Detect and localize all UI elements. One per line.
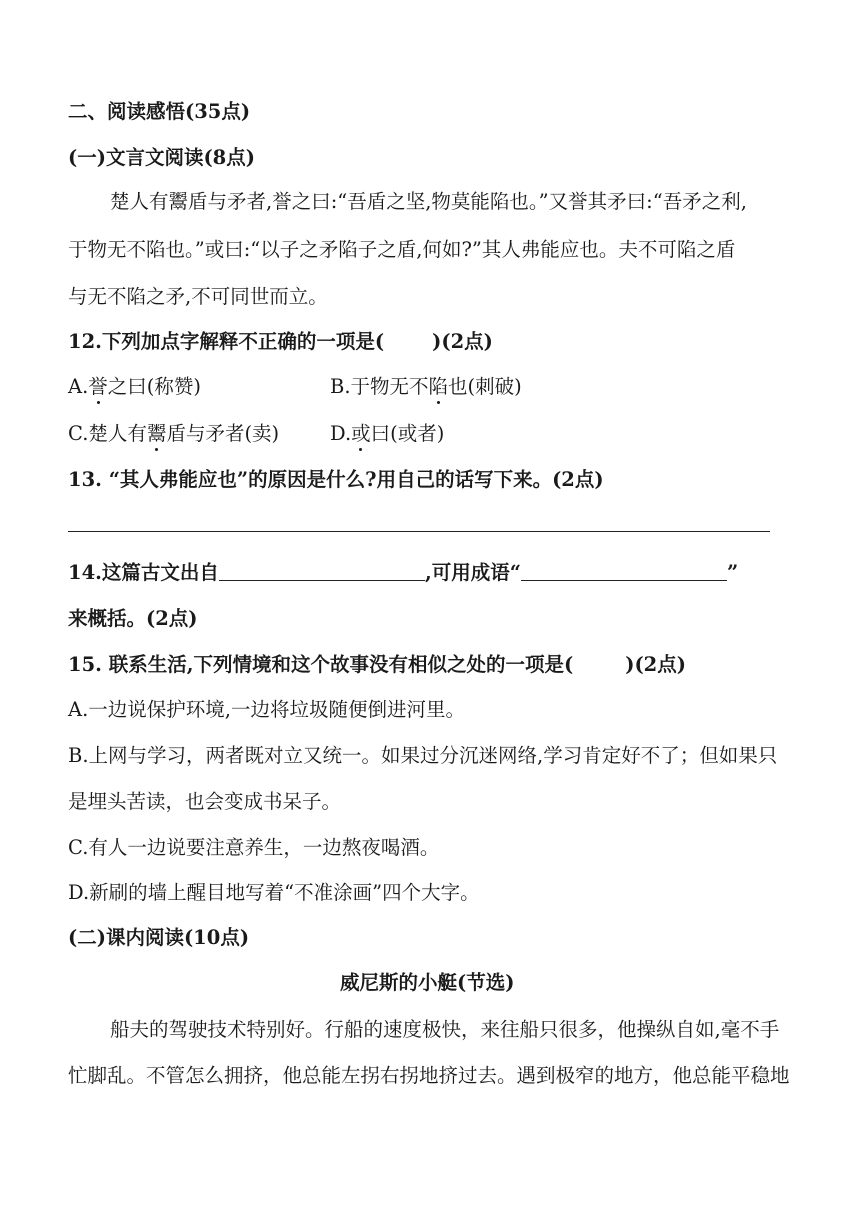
subsection-heading-textbook: (二)课内阅读(10点) [68, 926, 250, 949]
q15-option-b-line-1: B.上网与学习，两者既对立又统一。如果过分沉迷网络,学习肯定好不了；但如果只 [68, 744, 778, 767]
q15-option-b-line-2: 是埋头苦读，也会变成书呆子。 [68, 790, 342, 813]
passage-title: 威尼斯的小艇(节选) [340, 971, 515, 994]
question-15-stem: 15. 联系生活,下列情境和这个故事没有相似之处的一项是( )(2点) [68, 653, 686, 676]
q15-option-c: C.有人一边说要注意养生，一边熬夜喝酒。 [68, 836, 440, 859]
q12-option-a: A.誉之曰(称赞) [68, 375, 202, 398]
section-heading: 二、阅读感悟(35点) [68, 100, 251, 123]
dotted-char: 或 [351, 422, 371, 445]
dotted-char: 鬻 [146, 422, 167, 445]
dotted-char: 陷 [428, 375, 449, 398]
classical-text-line-2: 于物无不陷也。”或曰:“以子之矛陷子之盾,何如?”其人弗能应也。夫不可陷之盾 [68, 238, 736, 261]
answer-line-13[interactable] [68, 531, 770, 532]
q12-option-d: D.或曰(或者) [330, 422, 445, 445]
dotted-char: 誉 [88, 375, 108, 398]
q12-option-b: B.于物无不陷也(刺破) [330, 375, 522, 398]
passage-line-2: 忙脚乱。不管怎么拥挤，他总能左拐右拐地挤过去。遇到极窄的地方，他总能平稳地 [68, 1064, 790, 1087]
classical-text-line-1: 楚人有鬻盾与矛者,誉之曰:“吾盾之坚,物莫能陷也。”又誉其矛曰:“吾矛之利, [110, 190, 747, 213]
answer-blank-idiom[interactable] [521, 563, 727, 581]
passage-line-1: 船夫的驾驶技术特别好。行船的速度极快，来往船只很多，他操纵自如,毫不手 [110, 1018, 780, 1041]
question-14-line-2: 来概括。(2点) [68, 607, 198, 630]
question-12-stem: 12.下列加点字解释不正确的一项是( )(2点) [68, 330, 493, 353]
question-13-stem: 13. “其人弗能应也”的原因是什么?用自己的话写下来。(2点) [68, 468, 604, 491]
question-14-stem: 14.这篇古文出自 ,可用成语“ ” [68, 561, 739, 584]
q12-option-c: C.楚人有鬻盾与矛者(卖) [68, 422, 280, 445]
answer-blank-source[interactable] [219, 563, 425, 581]
classical-text-line-3: 与无不陷之矛,不可同世而立。 [68, 285, 328, 308]
q15-option-d: D.新刷的墙上醒目地写着“不准涂画”四个大字。 [68, 881, 480, 904]
q15-option-a: A.一边说保护环境,一边将垃圾随便倒进河里。 [68, 698, 465, 721]
subsection-heading-classical: (一)文言文阅读(8点) [68, 146, 255, 169]
